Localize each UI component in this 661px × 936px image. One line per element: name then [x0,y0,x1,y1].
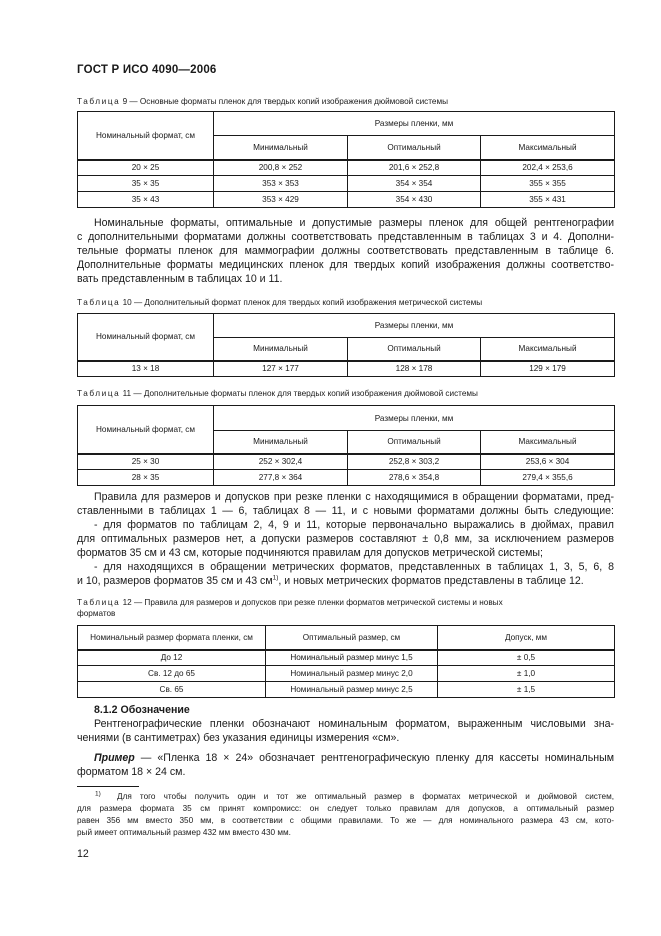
cell: 25 × 30 [78,454,214,470]
cell: ± 1,0 [438,666,615,682]
table-word: Таблица [77,389,121,398]
cell: 28 × 35 [78,470,214,486]
caption-text: 11 — Дополнительные форматы пленок для твердых копий изображения дюймовой системы [120,389,478,398]
header-optimal: Оптимальный [348,338,481,361]
table-9-caption [77,96,617,107]
example-label: Пример [94,752,135,764]
cell: 252 × 302,4 [214,454,348,470]
header-nominal-format: Номинальный формат, см [78,112,214,160]
text-line: рый имеет оптимальный размер 432 мм вместо 430 мм. [77,828,291,837]
table-row [78,454,615,470]
cell: Номинальный размер минус 1,5 [266,650,438,666]
text-line: для размера формата 35 см принят компромисс: он следует только правилам для допусков, а оптимальный размер [77,804,614,813]
text-fragment: , и новых метрических форматов представлены в таблице 12. [278,575,584,587]
table-row [78,160,615,176]
text-line [77,751,614,765]
cell: 354 × 430 [348,192,481,208]
cell: 355 × 355 [481,176,615,192]
table-row [78,176,615,192]
cell: Номинальный размер минус 2,0 [266,666,438,682]
cell: 279,4 × 355,6 [481,470,615,486]
cell: 353 × 353 [214,176,348,192]
table-row [78,650,615,666]
cell: 128 × 178 [348,361,481,377]
cell: 353 × 429 [214,192,348,208]
header-maximal: Максимальный [481,431,615,454]
header-nominal-format: Номинальный формат, см [78,314,214,361]
text-line: Правила для размеров и допусков при резке пленки с находящимися в обращении форматами, пред- [94,491,614,503]
header-maximal: Максимальный [481,136,615,160]
header-minimal: Минимальный [214,338,348,361]
cell: Номинальный размер минус 2,5 [266,682,438,698]
text-line: форматов 35 см и 43 см, которые подчиняются правилам для допусков метрической системы; [77,547,543,559]
table-row [78,682,615,698]
paragraph-film-formats [77,216,614,286]
cell: 35 × 43 [78,192,214,208]
table-row [78,361,615,377]
text-line: вать представленным в таблицах 10 и 11. [77,273,283,285]
header-film-sizes: Размеры пленки, мм [214,314,615,338]
text-line [77,574,614,588]
header-minimal: Минимальный [214,431,348,454]
header-optimal: Оптимальный [348,136,481,160]
cell: 202,4 × 253,6 [481,160,615,176]
cell: 277,8 × 364 [214,470,348,486]
header-optimal: Оптимальный [348,431,481,454]
standard-header: ГОСТ Р ИСО 4090—2006 [77,64,217,76]
table-row [78,666,615,682]
table-11 [77,405,615,486]
cell: 13 × 18 [78,361,214,377]
paragraph-designation [77,717,614,745]
text-fragment: и 10, размеров форматов 35 см и 43 см [77,575,273,587]
table-10-caption [77,297,617,308]
table-12 [77,625,615,698]
text-line: с дополнительными форматами должны соответствовать представленным в таблицах 3 и 4. Дополни- [77,231,614,243]
cell: 354 × 354 [348,176,481,192]
table-word: Таблица [77,97,121,106]
table-10 [77,313,615,377]
cell: Св. 12 до 65 [78,666,266,682]
header-tolerance: Допуск, мм [438,626,615,650]
table-11-caption [77,388,617,399]
text-fragment: — «Пленка 18 × 24» обозначает рентгенографическую пленку для кассеты номинальным [134,752,614,764]
caption-text-line2: форматов [77,609,116,618]
table-row [78,192,615,208]
header-minimal: Минимальный [214,136,348,160]
cell: 355 × 431 [481,192,615,208]
cell: 129 × 179 [481,361,615,377]
text-line: чениями (в сантиметрах) без указания единицы измерения «см». [77,732,400,744]
cell: До 12 [78,650,266,666]
text-fragment: Для того чтобы получить один и тот же оптимальный размер в форматах метрической и дюймовой систем, [117,792,614,801]
header-film-sizes: Размеры пленки, мм [214,406,615,431]
cell: 252,8 × 303,2 [348,454,481,470]
footnote-divider [77,786,139,787]
paragraph-cutting-rules [77,490,614,588]
text-line: - для находящихся в обращении метрических форматов, представленных в таблицах 1, 3, 5, 6, 8 [94,561,614,573]
table-row [78,470,615,486]
cell: 201,6 × 252,8 [348,160,481,176]
header-optimal-size: Оптимальный размер, см [266,626,438,650]
header-nominal-format: Номинальный формат, см [78,406,214,454]
cell: 127 × 177 [214,361,348,377]
footnote-mark: 1) [272,574,279,582]
text-line: Рентгенографические пленки обозначают номинальным форматом, выраженным числовыми зна- [94,718,614,730]
cell: 35 × 35 [78,176,214,192]
table-9 [77,111,615,208]
footnote [77,791,614,839]
section-title: 8.1.2 Обозначение [94,704,190,716]
text-line: ставленными в таблицах 1 — 6, таблицах 8 — 11, и с новыми форматами должны быть следующие: [77,505,614,517]
footnote-mark: 1) [95,790,101,798]
cell: 253,6 × 304 [481,454,615,470]
caption-text: 10 — Дополнительный формат пленок для твердых копий изображения метрической системы [120,298,483,307]
text-line: тельные форматы пленок для маммографии должны соответствовать представленным в таблице 6. [77,245,614,257]
caption-text: 12 — Правила для размеров и допусков при резке пленки форматов метрической системы и новых [120,598,503,607]
table-12-caption [77,597,617,619]
text-line: форматом 18 × 24 см. [77,766,186,778]
text-line: равен 356 мм вместо 350 мм, в соответствии с общими правилами. То же — для номинального размера 43 см, кото- [77,816,614,825]
header-film-sizes: Размеры пленки, мм [214,112,615,136]
cell: Св. 65 [78,682,266,698]
caption-text: 9 — Основные форматы пленок для твердых копий изображения дюймовой системы [120,97,448,106]
text-line: Дополнительные форматы медицинских пленок для твердых копий изображения должны соответство- [77,259,614,271]
table-word: Таблица [77,598,121,607]
text-line: для оптимальных размеров нет, а допуски размеров составляют ± 0,8 мм, за исключением размеров [77,533,614,545]
cell: ± 1,5 [438,682,615,698]
example-paragraph [77,751,614,779]
cell: ± 0,5 [438,650,615,666]
table-word: Таблица [77,298,121,307]
header-nominal-size: Номинальный размер формата пленки, см [78,626,266,650]
cell: 20 × 25 [78,160,214,176]
text-line [77,791,614,803]
text-line: - для форматов по таблицам 2, 4, 9 и 11, которые первоначально выражались в дюймах, правил [94,519,614,531]
text-line: Номинальные форматы, оптимальные и допустимые размеры пленок для общей рентгенографии [94,217,614,229]
header-maximal: Максимальный [481,338,615,361]
cell: 278,6 × 354,8 [348,470,481,486]
page-number: 12 [77,848,89,860]
cell: 200,8 × 252 [214,160,348,176]
